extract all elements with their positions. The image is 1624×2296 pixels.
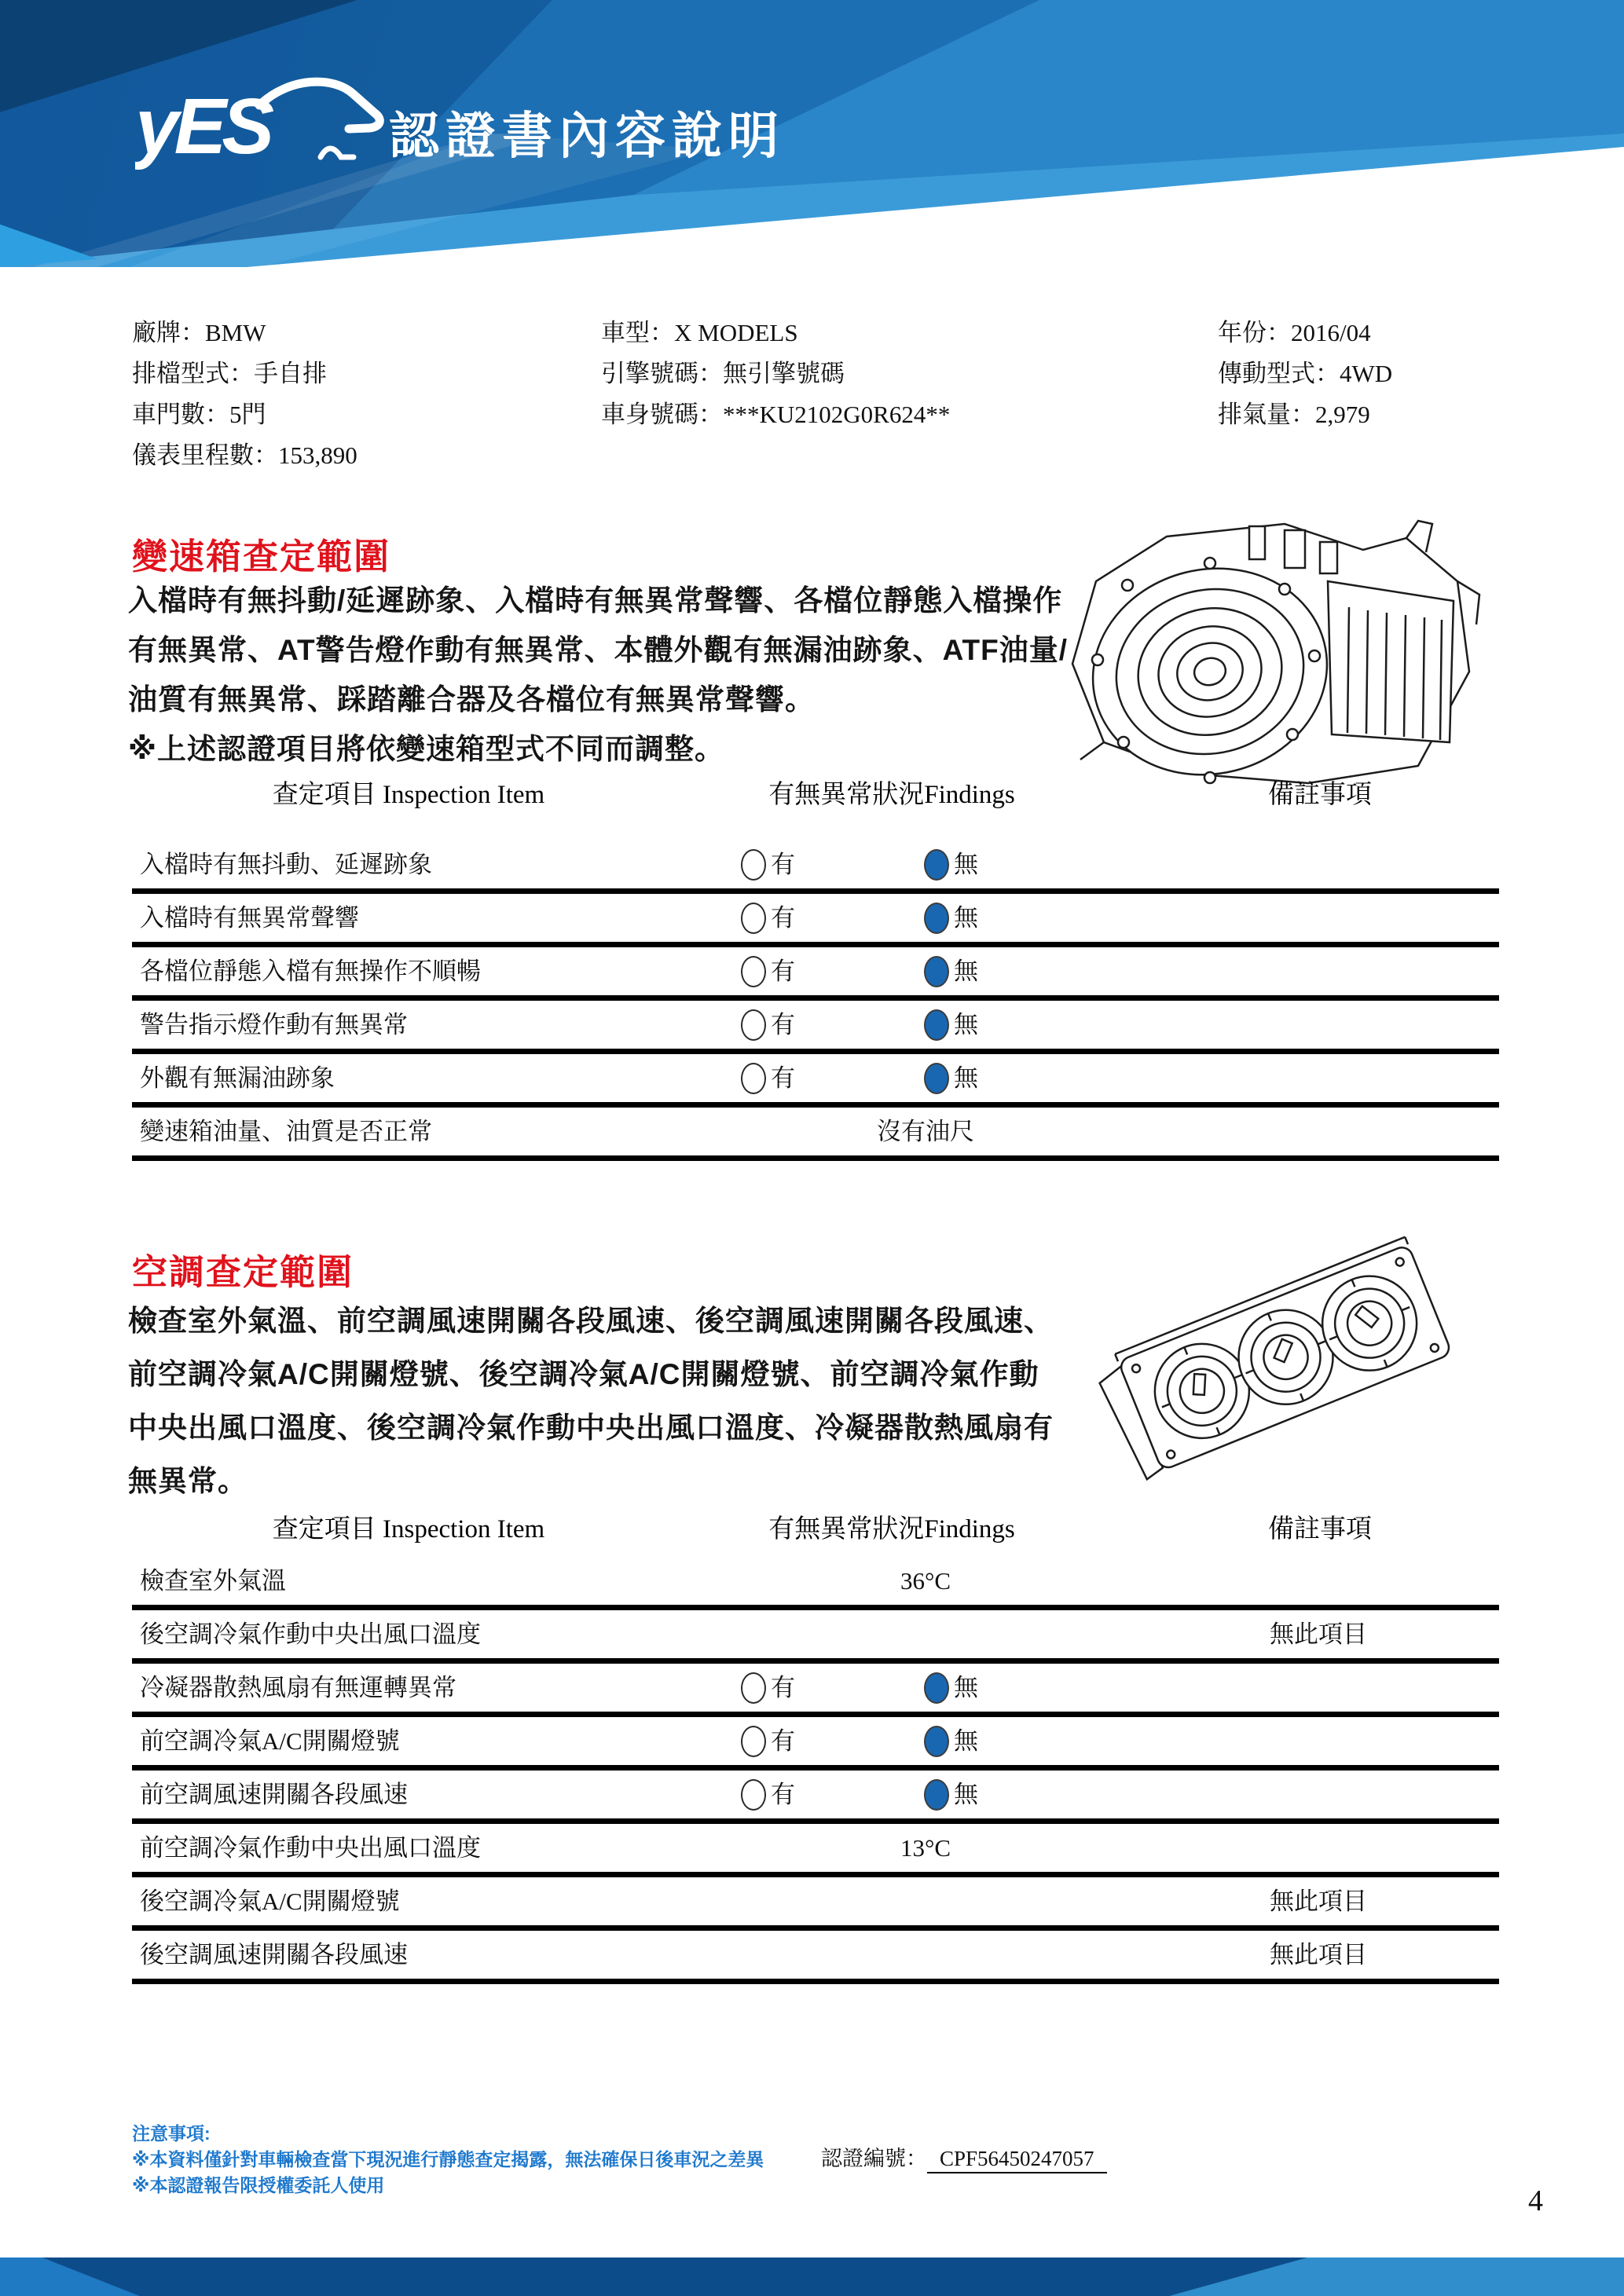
finding-radio-yes: 有 — [741, 894, 795, 942]
radio-no-icon — [924, 956, 949, 987]
vehicle-info-line: 傳動型式：4WD — [1218, 360, 1393, 387]
radio-yes-icon — [741, 1009, 766, 1041]
certificate-number-label: 認證編號： — [821, 2147, 927, 2170]
radio-yes-icon — [741, 956, 766, 987]
finding-radio-no: 無 — [924, 1664, 978, 1712]
inspection-item-label: 前空調冷氣作動中央出風口溫度 — [140, 1834, 481, 1862]
radio-yes-icon — [741, 1726, 766, 1757]
table-row — [132, 1931, 1499, 1979]
row-divider — [132, 1818, 1499, 1824]
vehicle-info-line: 年份：2016/04 — [1218, 319, 1371, 346]
page-number: 4 — [1528, 2184, 1543, 2217]
row-divider — [132, 888, 1499, 894]
row-divider — [132, 995, 1499, 1001]
vehicle-info-line: 車型：X MODELS — [601, 319, 798, 346]
table-row — [132, 1877, 1499, 1925]
table-row — [132, 1054, 1499, 1102]
row-divider — [132, 1765, 1499, 1771]
remark-value: 無此項目 — [1270, 1620, 1367, 1648]
radio-no-icon — [924, 1672, 949, 1704]
vehicle-info-column — [1218, 313, 1392, 435]
radio-no-icon — [924, 849, 949, 881]
description-line: 入檔時有無抖動/延遲跡象、入檔時有無異常聲響、各檔位靜態入檔操作 — [128, 584, 1063, 617]
section-title-aircon: 空調查定範圍 — [132, 1252, 354, 1292]
finding-radio-yes: 有 — [741, 1001, 795, 1049]
radio-yes-icon — [741, 1063, 766, 1094]
inspection-item-label: 前空調風速開關各段風速 — [140, 1781, 408, 1808]
remark-value: 無此項目 — [1270, 1941, 1367, 1968]
row-divider — [132, 1102, 1499, 1108]
vehicle-info-line: 引擎號碼：無引擎號碼 — [601, 360, 845, 387]
notice-title: 注意事項: — [132, 2123, 211, 2144]
car-wheel-swoosh-icon — [321, 148, 354, 157]
notice-line: ※本認證報告限授權委託人使用 — [132, 2175, 385, 2195]
table-row — [132, 1771, 1499, 1818]
row-divider — [132, 1712, 1499, 1717]
radio-no-icon — [924, 903, 949, 934]
table-row — [132, 894, 1499, 942]
radio-no-icon — [924, 1063, 949, 1094]
vehicle-info-line: 車門數：5門 — [132, 401, 266, 428]
row-divider — [132, 1658, 1499, 1664]
row-divider — [132, 942, 1499, 947]
table-row — [132, 1717, 1499, 1765]
inspection-item-label: 後空調冷氣作動中央出風口溫度 — [140, 1620, 481, 1648]
column-header-remarks: 備註事項 — [1268, 781, 1372, 809]
vehicle-info-column — [601, 313, 950, 435]
description-line: 有無異常、AT警告燈作動有無異常、本體外觀有無漏油跡象、ATF油量/ — [128, 634, 1069, 666]
finding-radio-no: 無 — [924, 1717, 978, 1765]
finding-radio-yes: 有 — [741, 1717, 795, 1765]
certificate-number-line — [821, 2141, 1107, 2172]
table-row — [132, 1664, 1499, 1712]
inspection-item-label: 各檔位靜態入檔有無操作不順暢 — [140, 958, 481, 985]
finding-radio-yes: 有 — [741, 1664, 795, 1712]
notice-block — [132, 2121, 764, 2199]
section-description-transmission — [128, 576, 1181, 774]
radio-yes-icon — [741, 849, 766, 881]
aircon-inspection-table — [132, 1557, 1499, 1984]
table-row — [132, 1610, 1499, 1658]
row-divider — [132, 1872, 1499, 1877]
inspection-item-label: 變速箱油量、油質是否正常 — [140, 1118, 432, 1145]
description-line: 中央出風口溫度、後空調冷氣作動中央出風口溫度、冷凝器散熱風扇有 — [128, 1412, 1054, 1444]
vehicle-info-line: 廠牌：BMW — [132, 319, 266, 346]
row-divider — [132, 1049, 1499, 1054]
finding-value: 13°C — [900, 1834, 951, 1862]
radio-yes-icon — [741, 1779, 766, 1811]
inspection-item-label: 入檔時有無異常聲響 — [140, 904, 359, 932]
vehicle-info-line: 排檔型式：手自排 — [132, 360, 327, 387]
description-line: 前空調冷氣A/C開關燈號、後空調冷氣A/C開關燈號、前空調冷氣作動 — [128, 1358, 1039, 1390]
column-header-item: 查定項目 Inspection Item — [272, 781, 545, 809]
inspection-item-label: 警告指示燈作動有無異常 — [140, 1011, 408, 1038]
table-row — [132, 840, 1499, 888]
inspection-item-label: 後空調冷氣A/C開關燈號 — [140, 1888, 400, 1915]
inspection-item-label: 外觀有無漏油跡象 — [140, 1064, 335, 1092]
description-line: 無異常。 — [128, 1465, 247, 1497]
ac-control-panel-illustration — [1096, 1218, 1465, 1500]
row-divider — [132, 1155, 1499, 1161]
transmission-illustration — [1049, 507, 1489, 797]
radio-no-icon — [924, 1726, 949, 1757]
finding-radio-no: 無 — [924, 947, 978, 995]
yes-logo — [135, 72, 394, 174]
inspection-item-label: 後空調風速開關各段風速 — [140, 1941, 408, 1968]
remark-value: 無此項目 — [1270, 1888, 1367, 1915]
radio-no-icon — [924, 1009, 949, 1041]
section-description-aircon — [128, 1294, 1181, 1508]
column-header-findings: 有無異常狀況Findings — [768, 781, 1015, 809]
car-roof-swoosh-icon — [259, 82, 379, 129]
section-title-transmission: 變速箱查定範圍 — [132, 536, 391, 577]
inspection-item-label: 檢查室外氣溫 — [140, 1567, 286, 1595]
column-header-item: 查定項目 Inspection Item — [272, 1515, 545, 1543]
table-row — [132, 947, 1499, 995]
finding-radio-yes: 有 — [741, 1771, 795, 1818]
finding-value: 沒有油尺 — [877, 1118, 974, 1145]
table-row — [132, 1557, 1499, 1605]
table-row — [132, 1001, 1499, 1049]
inspection-item-label: 冷凝器散熱風扇有無運轉異常 — [140, 1674, 456, 1701]
vehicle-info-line: 車身號碼：***KU2102G0R624** — [601, 401, 951, 428]
inspection-item-label: 前空調冷氣A/C開關燈號 — [140, 1727, 400, 1755]
finding-radio-no: 無 — [924, 840, 978, 888]
finding-radio-yes: 有 — [741, 947, 795, 995]
finding-radio-no: 無 — [924, 1771, 978, 1818]
radio-yes-icon — [741, 903, 766, 934]
description-line: ※上述認證項目將依變速箱型式不同而調整。 — [128, 733, 724, 765]
radio-yes-icon — [741, 1672, 766, 1704]
footer-band — [0, 2258, 1624, 2296]
transmission-inspection-table — [132, 840, 1499, 1161]
certificate-number-value: CPF56450247057 — [927, 2147, 1107, 2173]
finding-radio-no: 無 — [924, 1054, 978, 1102]
finding-radio-no: 無 — [924, 1001, 978, 1049]
finding-radio-yes: 有 — [741, 840, 795, 888]
description-line: 檢查室外氣溫、前空調風速開關各段風速、後空調風速開關各段風速、 — [128, 1305, 1054, 1337]
description-line: 油質有無異常、踩踏離合器及各檔位有無異常聲響。 — [128, 683, 815, 716]
vehicle-info-line: 排氣量：2,979 — [1218, 401, 1370, 428]
notice-line: ※本資料僅針對車輛檢查當下現況進行靜態查定揭露，無法確保日後車況之差異 — [132, 2149, 764, 2170]
inspection-item-label: 入檔時有無抖動、延遲跡象 — [140, 851, 432, 878]
column-header-findings: 有無異常狀況Findings — [768, 1515, 1015, 1543]
table-row — [132, 1108, 1499, 1155]
row-divider — [132, 1605, 1499, 1610]
table-row — [132, 1824, 1499, 1872]
header-banner — [0, 0, 1624, 267]
row-divider — [132, 1979, 1499, 1984]
finding-radio-no: 無 — [924, 894, 978, 942]
vehicle-info-column — [132, 313, 357, 476]
column-header-remarks: 備註事項 — [1268, 1515, 1372, 1543]
finding-radio-yes: 有 — [741, 1054, 795, 1102]
vehicle-info-line: 儀表里程數：153,890 — [132, 441, 357, 469]
finding-value: 36°C — [900, 1567, 951, 1595]
row-divider — [132, 1925, 1499, 1931]
yes-logo-text: yES — [135, 82, 270, 170]
page-title: 認證書內容說明 — [389, 108, 785, 164]
radio-no-icon — [924, 1779, 949, 1811]
